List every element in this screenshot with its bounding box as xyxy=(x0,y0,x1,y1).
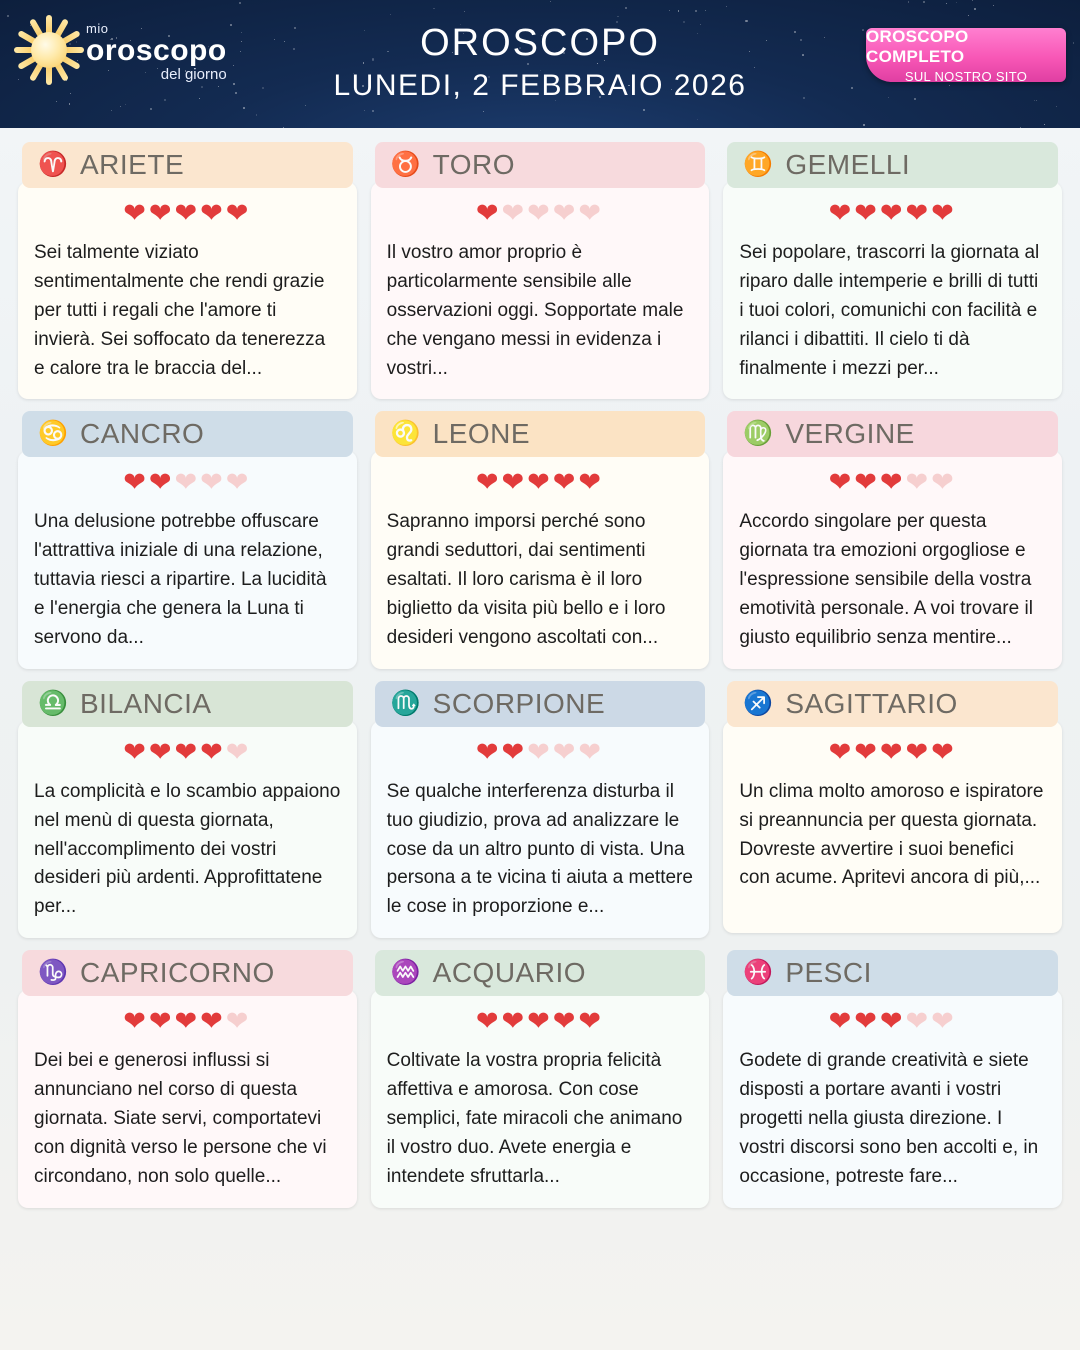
sign-card-toro[interactable] xyxy=(371,142,710,399)
sign-name: LEONE xyxy=(432,418,531,450)
sign-body xyxy=(723,990,1062,1207)
sign-body xyxy=(371,990,710,1207)
love-rating: ❤❤❤❤❤ xyxy=(123,467,252,498)
gemini-masks-icon: ♊ xyxy=(743,151,774,178)
pisces-fish-icon: ♓ xyxy=(743,959,774,987)
horoscope-grid xyxy=(0,128,1080,1220)
sign-body xyxy=(723,721,1062,933)
love-rating: ❤❤❤❤❤ xyxy=(475,198,605,228)
title-main: OROSCOPO xyxy=(420,22,660,64)
cta-line-2: SUL NOSTRO SITO xyxy=(904,68,1028,84)
sign-name: BILANCIA xyxy=(80,687,212,719)
sign-header xyxy=(375,142,706,188)
sign-body xyxy=(18,182,357,399)
sign-body xyxy=(723,451,1062,668)
sign-name: ACQUARIO xyxy=(432,957,587,989)
sign-name: SCORPIONE xyxy=(432,687,606,719)
sign-card-ariete[interactable] xyxy=(18,142,357,399)
virgo-maiden-icon: ♍ xyxy=(743,420,774,448)
logo-line-1: mio xyxy=(86,21,109,36)
sign-text: Il vostro amor proprio è particolarmente sensibile alle osservazioni oggi. Sopportate male che vengano messi in evidenza i vostri... xyxy=(386,242,684,379)
sign-text: La complicità e lo scambio appaiono nel menù di questa giornata, nell'accomplimento dei vostri desideri più ardenti. Approfittatene per... xyxy=(34,780,341,918)
sign-text: Sapranno imporsi perché sono grandi seduttori, dai sentimenti esaltati. Il loro carisma è il loro biglietto da visita più bello e i loro desideri vengono ascoltati con... xyxy=(386,511,666,648)
aries-ram-icon: ♈ xyxy=(38,151,68,178)
capricorn-goat-icon: ♑ xyxy=(38,959,68,987)
sign-name: PESCI xyxy=(785,957,872,989)
logo-line-3: del giorno xyxy=(160,66,227,83)
page-header xyxy=(0,0,1080,128)
sign-text: Accordo singolare per questa giornata tra emozioni orgogliose e l'espressione sensibile della vostra emotività personale. A voi trovare il giusto equilibrio senza mentire... xyxy=(739,511,1033,648)
sign-name: VERGINE xyxy=(785,418,915,450)
sign-card-sagittario[interactable] xyxy=(723,681,1062,938)
sign-header xyxy=(375,411,706,457)
sagittarius-bow-icon: ♐ xyxy=(743,689,774,717)
sign-header xyxy=(727,411,1058,457)
scorpio-scorpion-icon: ♏ xyxy=(390,689,421,717)
love-rating: ❤❤❤❤❤ xyxy=(828,1006,957,1037)
sign-card-capricorno[interactable] xyxy=(18,950,357,1207)
aquarius-jug-icon: ♒ xyxy=(390,959,421,987)
love-rating: ❤❤❤❤❤ xyxy=(123,736,252,767)
sign-card-bilancia[interactable] xyxy=(18,681,357,938)
sign-header xyxy=(22,142,353,188)
sign-header xyxy=(375,681,706,727)
love-rating: ❤❤❤❤❤ xyxy=(828,736,957,767)
sign-text: Sei popolare, trascorri la giornata al riparo dalle intemperie e brilli di tutti i tuoi colori, comunichi con facilità e rilanci i dibattiti. Il cielo ti dà finalmente i mezzi per... xyxy=(739,242,1040,379)
love-rating: ❤❤❤❤❤ xyxy=(475,736,605,767)
sign-header xyxy=(22,950,353,996)
love-rating: ❤❤❤❤❤ xyxy=(475,1006,605,1037)
sign-card-leone[interactable] xyxy=(371,411,710,668)
love-rating: ❤❤❤❤❤ xyxy=(828,198,957,228)
libra-scales-icon: ♎ xyxy=(38,689,68,717)
sign-text: Dei bei e generosi influssi si annunciano nel corso di questa giornata. Siate servi, comportatevi con dignità verso le persone che vi circondano, non solo quelle... xyxy=(34,1050,327,1187)
sign-header xyxy=(375,950,706,996)
sign-body xyxy=(18,990,357,1207)
sign-body xyxy=(723,182,1062,399)
sign-header xyxy=(22,411,353,457)
sign-name: TORO xyxy=(432,149,516,180)
sign-body xyxy=(371,182,710,399)
leo-lion-icon: ♌ xyxy=(390,420,421,448)
cta-button[interactable] xyxy=(866,28,1066,82)
love-rating: ❤❤❤❤❤ xyxy=(123,198,252,228)
sign-body xyxy=(371,721,710,938)
sign-body xyxy=(18,451,357,668)
sign-text: Sei talmente viziato sentimentalmente che rendi grazie per tutti i regali che l'amore ti invierà. Sei soffocato da tenerezza e calore tra le braccia del... xyxy=(34,242,326,379)
sign-header xyxy=(727,950,1058,996)
love-rating: ❤❤❤❤❤ xyxy=(828,467,957,498)
sign-text: Godete di grande creatività e siete disposti a portare avanti i vostri progetti nella giusta direzione. I vostri discorsi sono ben accolti e, in occasione, potreste fare... xyxy=(739,1050,1039,1187)
cancer-crab-icon: ♋ xyxy=(38,420,68,448)
sign-text: Un clima molto amoroso e ispiratore si preannuncia per questa giornata. Dovreste avvertire i suoi benefici con acume. Apritevi ancora di più,... xyxy=(739,780,1044,889)
logo-line-2: oroscopo xyxy=(86,34,227,67)
sign-card-pesci[interactable] xyxy=(723,950,1062,1207)
sign-text: Se qualche interferenza disturba il tuo giudizio, prova ad analizzare le cose da un altro punto di vista. Una persona a te vicina ti aiuta a mettere le cose in proporzione e... xyxy=(386,780,693,918)
sign-card-gemelli[interactable] xyxy=(723,142,1062,399)
sign-header xyxy=(22,681,353,727)
sign-header xyxy=(727,142,1058,188)
title-date: LUNEDI, 2 FEBBRAIO 2026 xyxy=(333,69,747,102)
sign-card-vergine[interactable] xyxy=(723,411,1062,668)
sign-name: GEMELLI xyxy=(785,149,911,180)
sign-name: SAGITTARIO xyxy=(785,687,958,719)
sign-card-scorpione[interactable] xyxy=(371,681,710,938)
sign-body xyxy=(18,721,357,938)
sign-header xyxy=(727,681,1058,727)
sign-text: Una delusione potrebbe offuscare l'attrattiva iniziale di una relazione, tuttavia riesci a ripartire. La lucidità e l'energia che genera la Luna ti servono da... xyxy=(34,511,327,648)
taurus-bull-icon: ♉ xyxy=(390,151,421,178)
sign-name: CAPRICORNO xyxy=(80,957,275,989)
sign-card-cancro[interactable] xyxy=(18,411,357,668)
sign-body xyxy=(371,451,710,668)
love-rating: ❤❤❤❤❤ xyxy=(475,467,605,498)
sign-card-acquario[interactable] xyxy=(371,950,710,1207)
sign-text: Coltivate la vostra propria felicità affettiva e amorosa. Con cose semplici, fate miracoli che animano il vostro duo. Avete energia e intendete sfruttarla... xyxy=(386,1050,683,1187)
love-rating: ❤❤❤❤❤ xyxy=(123,1006,252,1037)
sign-name: CANCRO xyxy=(80,418,205,450)
sign-name: ARIETE xyxy=(80,149,185,180)
cta-line-1: OROSCOPO COMPLETO xyxy=(866,26,969,66)
